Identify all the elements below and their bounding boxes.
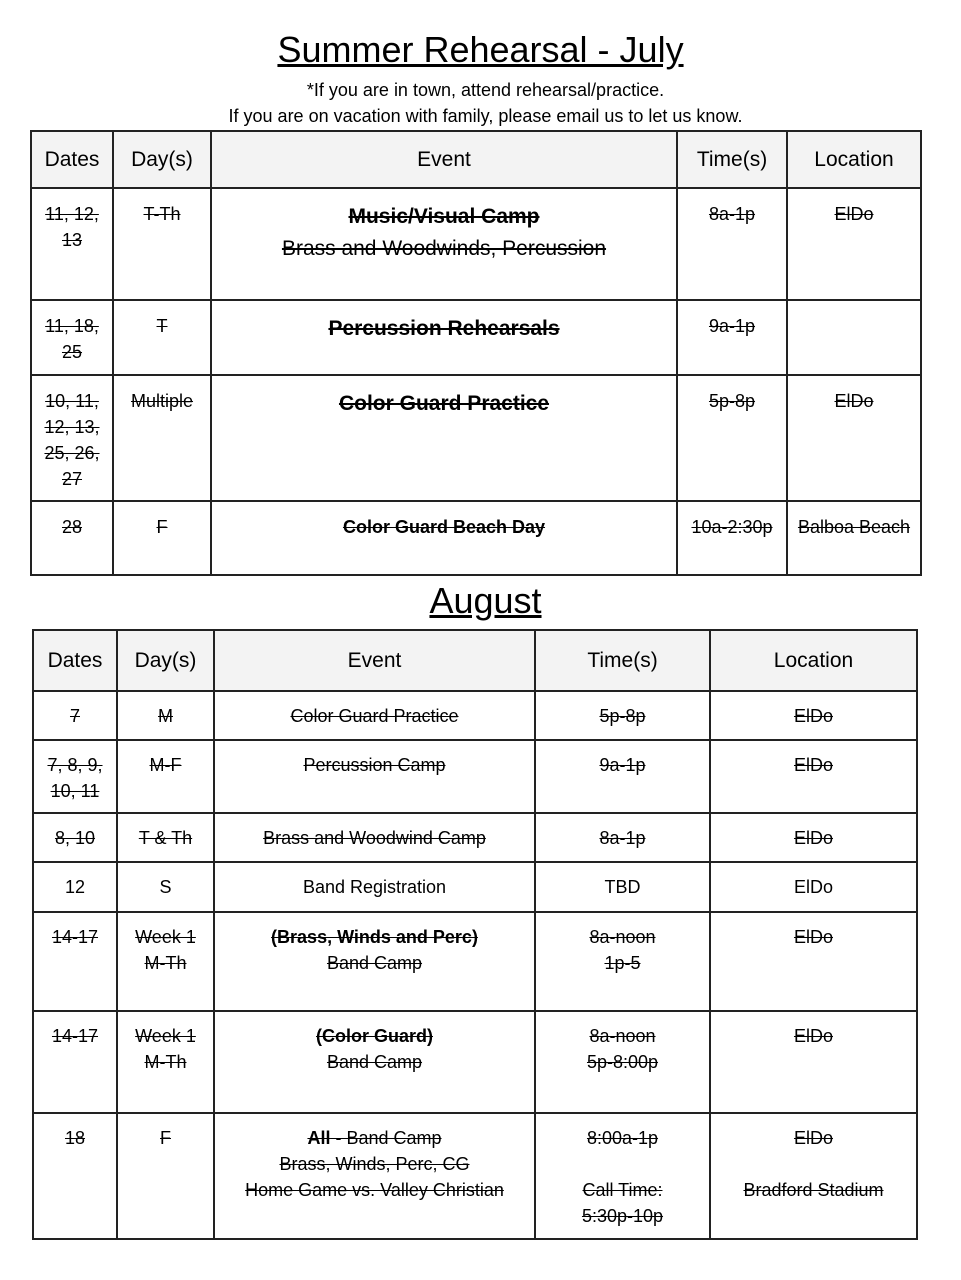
time-line: 8a-noon xyxy=(589,1026,656,1046)
header-days: Day(s) xyxy=(113,131,211,188)
time-line: 8a-noon xyxy=(589,927,656,947)
header-times: Time(s) xyxy=(677,131,787,188)
time-line: 8:00a-1p xyxy=(586,1128,659,1148)
row-days: T xyxy=(113,300,211,375)
row-time: 9a-1p xyxy=(677,300,787,375)
row-dates: 28 xyxy=(31,501,113,575)
row-location: Balboa Beach xyxy=(787,501,921,575)
row-days: T & Th xyxy=(117,813,214,862)
note-line-1: *If you are in town, attend rehearsal/practice. xyxy=(306,80,665,100)
row-dates: 11, 12, 13 xyxy=(31,188,113,300)
time-line: 5:30p-10p xyxy=(581,1206,664,1226)
row-dates: 8, 10 xyxy=(33,813,117,862)
header-dates: Dates xyxy=(31,131,113,188)
header-event: Event xyxy=(214,630,535,691)
row-event xyxy=(214,912,535,1011)
row-days xyxy=(117,912,214,1011)
time-spacer xyxy=(540,1151,705,1177)
row-time: 9a-1p xyxy=(535,740,710,813)
row-time: 5p-8p xyxy=(535,691,710,740)
days-line: M-Th xyxy=(144,953,187,973)
event-rest-part: - Band Camp xyxy=(330,1128,442,1148)
row-time: 8a-1p xyxy=(677,188,787,300)
row-location: ElDo xyxy=(710,691,917,740)
row-time: 10a-2:30p xyxy=(677,501,787,575)
event-title: (Color Guard) xyxy=(316,1026,433,1046)
event-title: Color Guard Practice xyxy=(338,392,550,415)
table-row xyxy=(33,1113,917,1239)
row-days: M xyxy=(117,691,214,740)
row-event: Percussion Camp xyxy=(214,740,535,813)
header-times: Time(s) xyxy=(535,630,710,691)
header-location: Location xyxy=(787,131,921,188)
table-header-row xyxy=(33,630,917,691)
days-line: Week 1 xyxy=(135,927,196,947)
days-line: Week 1 xyxy=(135,1026,196,1046)
row-dates: 10, 11, 12, 13, 25, 26, 27 xyxy=(31,375,113,501)
event-subtitle: Brass and Woodwinds, Percussion xyxy=(281,237,607,260)
august-title: August xyxy=(429,580,542,621)
row-dates: 12 xyxy=(33,862,117,912)
event-subtitle: Band Camp xyxy=(326,1052,423,1072)
row-dates: 14-17 xyxy=(33,912,117,1011)
table-row xyxy=(31,375,921,501)
row-location: ElDo xyxy=(710,912,917,1011)
july-title: Summer Rehearsal - July xyxy=(277,29,684,70)
row-location: ElDo xyxy=(787,375,921,501)
table-row xyxy=(31,501,921,575)
table-row xyxy=(33,813,917,862)
row-location xyxy=(710,1113,917,1239)
row-days: T-Th xyxy=(113,188,211,300)
event-line: Brass, Winds, Perc, CG xyxy=(279,1154,470,1174)
note-line-2: If you are on vacation with family, please email us to let us know. xyxy=(228,106,743,126)
row-days: F xyxy=(117,1113,214,1239)
row-location: ElDo xyxy=(710,862,917,912)
time-line: 1p-5 xyxy=(604,953,641,973)
table-row xyxy=(33,691,917,740)
row-event: Color Guard Practice xyxy=(214,691,535,740)
row-time: 8a-1p xyxy=(535,813,710,862)
event-title: Percussion Rehearsals xyxy=(328,317,560,340)
row-days: S xyxy=(117,862,214,912)
august-schedule-table xyxy=(32,629,918,1240)
row-event xyxy=(214,1011,535,1113)
row-days xyxy=(117,1011,214,1113)
row-event xyxy=(211,501,677,575)
header-days: Day(s) xyxy=(117,630,214,691)
table-row xyxy=(31,188,921,300)
row-dates: 7 xyxy=(33,691,117,740)
july-schedule-table xyxy=(30,130,922,576)
table-row xyxy=(33,862,917,912)
row-location: ElDo xyxy=(710,1011,917,1113)
table-row xyxy=(33,740,917,813)
location-line: Bradford Stadium xyxy=(743,1180,884,1200)
row-time: TBD xyxy=(535,862,710,912)
table-row xyxy=(31,300,921,375)
row-location: ElDo xyxy=(710,813,917,862)
table-row xyxy=(33,912,917,1011)
location-line: ElDo xyxy=(793,1128,833,1148)
row-time xyxy=(535,1113,710,1239)
row-event: Brass and Woodwind Camp xyxy=(214,813,535,862)
event-bold-part: All xyxy=(307,1128,331,1148)
row-dates: 18 xyxy=(33,1113,117,1239)
location-spacer xyxy=(715,1151,912,1177)
row-event xyxy=(214,1113,535,1239)
event-title: Music/Visual Camp xyxy=(348,205,540,228)
row-event xyxy=(211,188,677,300)
row-dates: 11, 18, 25 xyxy=(31,300,113,375)
row-time xyxy=(535,912,710,1011)
event-title: (Brass, Winds and Perc) xyxy=(271,927,478,947)
days-line: M-Th xyxy=(144,1052,187,1072)
header-dates: Dates xyxy=(33,630,117,691)
row-days: F xyxy=(113,501,211,575)
time-line: Call Time: xyxy=(582,1180,663,1200)
event-line xyxy=(219,1125,530,1151)
time-line: 5p-8:00p xyxy=(586,1052,659,1072)
header-location: Location xyxy=(710,630,917,691)
event-line: Home Game vs. Valley Christian xyxy=(245,1180,504,1200)
row-time xyxy=(535,1011,710,1113)
row-days: M-F xyxy=(117,740,214,813)
row-location: ElDo xyxy=(787,188,921,300)
event-subtitle: Band Camp xyxy=(326,953,423,973)
table-header-row xyxy=(31,131,921,188)
row-time: 5p-8p xyxy=(677,375,787,501)
row-event: Band Registration xyxy=(214,862,535,912)
row-dates: 14-17 xyxy=(33,1011,117,1113)
header-event: Event xyxy=(211,131,677,188)
row-dates: 7, 8, 9, 10, 11 xyxy=(33,740,117,813)
row-event xyxy=(211,300,677,375)
row-location: ElDo xyxy=(710,740,917,813)
event-title: Color Guard Beach Day xyxy=(342,517,546,537)
row-location xyxy=(787,300,921,375)
table-row xyxy=(33,1011,917,1113)
row-days: Multiple xyxy=(113,375,211,501)
row-event xyxy=(211,375,677,501)
